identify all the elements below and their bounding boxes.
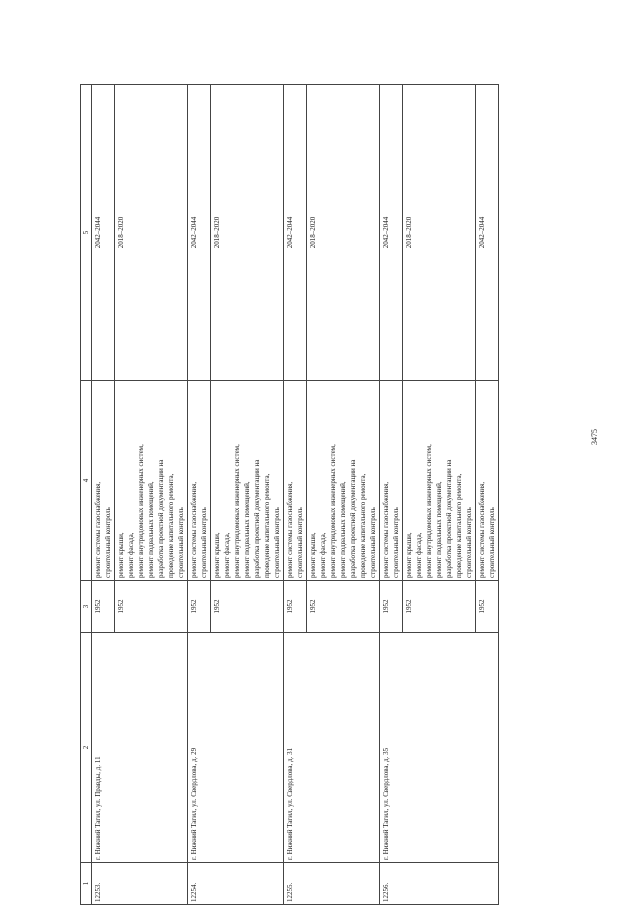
work-line: проведение капитального ремонта, <box>167 473 175 578</box>
year-cell: 1952 <box>476 581 499 633</box>
table-row <box>92 85 115 905</box>
works-cell <box>307 381 380 581</box>
period-cell: 2042–2044 <box>284 85 307 381</box>
address-cell: г. Нижний Тагил, ул. Свердлова, д. 35 <box>380 633 499 863</box>
work-line: проведение капитального ремонта, <box>359 473 367 578</box>
work-line: строительный контроль <box>488 507 496 578</box>
header-cell: 2 <box>81 633 92 863</box>
works-cell <box>188 381 211 581</box>
period-cell: 2018–2020 <box>115 85 188 381</box>
period-cell: 2042–2044 <box>476 85 499 381</box>
repair-schedule-table <box>80 84 499 905</box>
work-line: ремонт крыши, <box>213 532 221 578</box>
period-cell: 2018–2020 <box>307 85 380 381</box>
work-line: разработка проектной документации на <box>157 459 165 578</box>
work-line: ремонт подвальных помещений, <box>435 481 443 578</box>
work-line: ремонт внутридомовых инженерных систем, <box>329 444 337 578</box>
work-line: ремонт крыши, <box>117 532 125 578</box>
work-line: ремонт фасада, <box>319 532 327 578</box>
page-number: 3475 <box>590 429 599 445</box>
year-cell: 1952 <box>380 581 403 633</box>
work-line: строительный контроль <box>273 507 281 578</box>
work-line: ремонт системы газоснабжения, <box>286 481 294 578</box>
work-line: строительный контроль <box>392 507 400 578</box>
works-cell <box>403 381 476 581</box>
work-line: строительный контроль <box>369 507 377 578</box>
period-cell: 2018–2020 <box>403 85 476 381</box>
work-line: ремонт фасада, <box>415 532 423 578</box>
period-cell: 2042–2044 <box>92 85 115 381</box>
year-cell: 1952 <box>115 581 188 633</box>
work-line: строительный контроль <box>465 507 473 578</box>
work-line: ремонт фасада, <box>223 532 231 578</box>
address-cell: г. Нижний Тагил, ул. Свердлова, д. 31 <box>284 633 380 863</box>
work-line: ремонт внутридомовых инженерных систем, <box>425 444 433 578</box>
header-cell: 3 <box>81 581 92 633</box>
header-row <box>81 85 92 905</box>
address-cell: г. Нижний Тагил, ул. Правды, д. 11 <box>92 633 188 863</box>
period-cell: 2042–2044 <box>188 85 211 381</box>
work-line: разработка проектной документации на <box>253 459 261 578</box>
year-cell: 1952 <box>284 581 307 633</box>
works-cell <box>476 381 499 581</box>
works-cell <box>211 381 284 581</box>
work-line: разработка проектной документации на <box>349 459 357 578</box>
work-line: ремонт крыши, <box>309 532 317 578</box>
works-cell <box>92 381 115 581</box>
works-cell <box>284 381 307 581</box>
work-line: разработка проектной документации на <box>445 459 453 578</box>
year-cell: 1952 <box>307 581 380 633</box>
work-line: строительный контроль <box>104 507 112 578</box>
work-line: строительный контроль <box>200 507 208 578</box>
year-cell: 1952 <box>92 581 115 633</box>
work-line: ремонт подвальных помещений, <box>339 481 347 578</box>
year-cell: 1952 <box>188 581 211 633</box>
row-number: 12256. <box>380 863 499 905</box>
table-row <box>380 85 403 905</box>
period-cell: 2018–2020 <box>211 85 284 381</box>
work-line: строительный контроль <box>296 507 304 578</box>
work-line: ремонт внутридомовых инженерных систем, <box>233 444 241 578</box>
work-line: ремонт крыши, <box>405 532 413 578</box>
year-cell: 1952 <box>403 581 476 633</box>
work-line: строительный контроль <box>177 507 185 578</box>
work-line: ремонт внутридомовых инженерных систем, <box>137 444 145 578</box>
work-line: проведение капитального ремонта, <box>263 473 271 578</box>
year-cell: 1952 <box>211 581 284 633</box>
work-line: ремонт системы газоснабжения, <box>478 481 486 578</box>
work-line: ремонт подвальных помещений, <box>147 481 155 578</box>
work-line: проведение капитального ремонта, <box>455 473 463 578</box>
work-line: ремонт фасада, <box>127 532 135 578</box>
row-number: 12254. <box>188 863 284 905</box>
row-number: 12255. <box>284 863 380 905</box>
works-cell <box>115 381 188 581</box>
table-row <box>188 85 211 905</box>
header-cell: 1 <box>81 863 92 905</box>
row-number: 12253. <box>92 863 188 905</box>
work-line: ремонт системы газоснабжения, <box>94 481 102 578</box>
rotated-page <box>80 85 577 905</box>
period-cell: 2042–2044 <box>380 85 403 381</box>
header-cell: 5 <box>81 85 92 381</box>
work-line: ремонт системы газоснабжения, <box>382 481 390 578</box>
work-line: ремонт подвальных помещений, <box>243 481 251 578</box>
address-cell: г. Нижний Тагил, ул. Свердлова, д. 29 <box>188 633 284 863</box>
works-cell <box>380 381 403 581</box>
header-cell: 4 <box>81 381 92 581</box>
table-row <box>284 85 307 905</box>
document-sheet <box>80 85 577 905</box>
work-line: ремонт системы газоснабжения, <box>190 481 198 578</box>
